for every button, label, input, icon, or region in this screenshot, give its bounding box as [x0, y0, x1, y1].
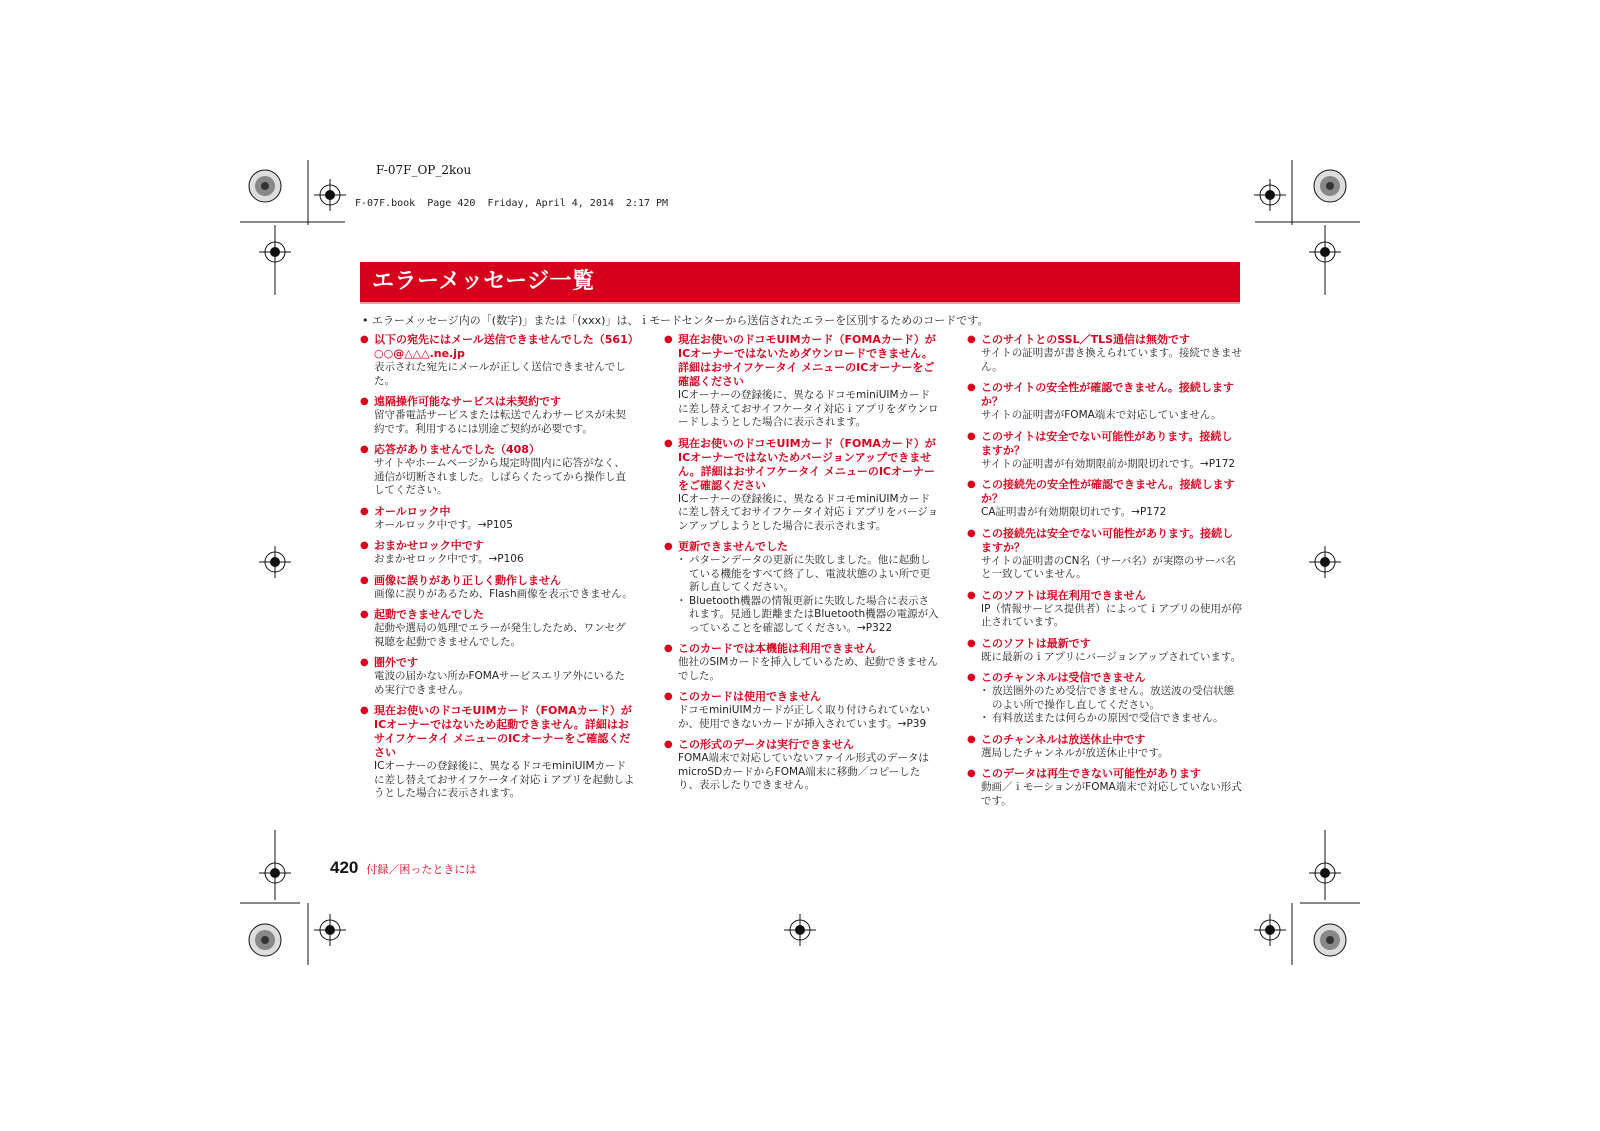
- error-message: 現在お使いのドコモUIMカード（FOMAカード）がICオーナーではないため起動できません。詳細はおサイフケータイ メニューのICオーナーをご確認ください: [374, 704, 632, 759]
- file-slug: F-07F_OP_2kou: [376, 163, 472, 177]
- error-entry: [664, 540, 939, 635]
- bullet-dot-icon: ●: [360, 396, 369, 407]
- error-heading: [360, 333, 635, 361]
- error-message: このサイトとのSSL／TLS通信は無効です: [981, 333, 1191, 346]
- error-description: サイトの証明書が有効期限前か期限切れです。→P172: [981, 457, 1236, 470]
- error-description: おまかせロック中です。→P106: [374, 553, 524, 565]
- error-message: このサイトの安全性が確認できません。接続しますか？: [981, 381, 1234, 408]
- error-heading: [967, 430, 1242, 458]
- error-description: CA証明書が有効期限切れです。→P172: [981, 506, 1167, 518]
- error-heading: [967, 637, 1242, 651]
- description-bullet: ・ パターンデータの更新に失敗しました。他に起動している機能をすべて終了し、電波状態のよい所で更新し直してください。: [678, 554, 939, 595]
- error-description: 動画／ｉモーションがFOMA端末で対応していない形式です。: [981, 781, 1242, 807]
- error-heading: [967, 767, 1242, 781]
- error-message: このチャンネルは放送休止中です: [981, 732, 1146, 746]
- error-heading: [967, 671, 1242, 685]
- error-message: 圏外です: [374, 656, 418, 669]
- error-entry: [664, 690, 939, 731]
- error-description: 画像に誤りがあるため、Flash画像を表示できません。: [374, 587, 633, 600]
- error-heading: [967, 333, 1242, 347]
- error-heading: [360, 704, 635, 760]
- error-message: 現在お使いのドコモUIMカード（FOMAカード）がICオーナーではないためバージョンアップできません。詳細はおサイフケータイ メニューのICオーナーをご確認ください: [678, 436, 936, 492]
- error-message: 起動できませんでした: [374, 608, 484, 621]
- error-description: サイトの証明書のCN名（サーバ名）が実際のサーバ名と一致していません。: [981, 554, 1236, 580]
- error-description: 起動や選局の処理でエラーが発生したため、ワンセグ視聴を起動できませんでした。: [374, 622, 626, 648]
- error-message: このソフトは現在利用できません: [981, 588, 1146, 602]
- bullet-dot-icon: ●: [360, 609, 369, 620]
- description-bullet: ・ Bluetooth機器の情報更新に失敗した場合に表示されます。見通し距離またはBluetooth機器の電源が入っていることを確認してください。→P322: [678, 595, 939, 636]
- bullet-dot-icon: ●: [664, 334, 673, 345]
- bullet-dot-icon: ●: [967, 479, 976, 490]
- error-message: おまかせロック中です: [374, 539, 484, 552]
- error-description: ICオーナーの登録後に、異なるドコモminiUIMカードに差し替えておサイフケータイ対応ｉアプリをバージョンアップしようとした場合に表示されます。: [678, 492, 939, 532]
- bullet-dot-icon: ●: [967, 382, 976, 393]
- description-bullet: ・ 放送圏外のため受信できません。放送波の受信状態のよい所で操作し直してください。: [981, 685, 1242, 712]
- error-heading: [664, 333, 939, 389]
- error-heading: [360, 395, 635, 409]
- error-description: 電波の届かない所かFOMAサービスエリア外にいるため実行できません。: [374, 670, 626, 696]
- book-info-line: F-07F.book Page 420 Friday, April 4, 2014 2:17 PM: [355, 198, 669, 209]
- bullet-dot-icon: ●: [967, 527, 976, 539]
- error-description: ICオーナーの登録後に、異なるドコモminiUIMカードに差し替えておサイフケータイ対応ｉアプリを起動しようとした場合に表示されます。: [374, 760, 635, 799]
- bullet-dot-icon: ●: [664, 691, 673, 702]
- error-description: 表示された宛先にメールが正しく送信できませんでした。: [374, 361, 626, 387]
- error-description: 他社のSIMカードを挿入しているため、起動できませんでした。: [678, 656, 938, 682]
- error-message: この接続先の安全性が確認できません。接続しますか？: [981, 478, 1235, 505]
- bullet-dot-icon: ●: [664, 643, 673, 654]
- intro-note: • エラーメッセージ内の「(数字)」または「(xxx)」は、ｉモードセンターから送信されたエラーを区別するためのコードです。: [362, 314, 989, 327]
- error-entry: [360, 443, 635, 498]
- error-entry: [360, 539, 635, 567]
- error-entry: [664, 738, 939, 793]
- column-1: [360, 333, 635, 808]
- error-message: 更新できませんでした: [678, 540, 788, 553]
- column-3: [967, 333, 1242, 815]
- error-description: オールロック中です。→P105: [374, 518, 513, 531]
- error-description: サイトの証明書がFOMA端末で対応していません。: [981, 409, 1222, 421]
- page-footer: [330, 858, 476, 878]
- page-number: 420: [330, 858, 359, 877]
- bullet-dot-icon: ●: [967, 589, 976, 601]
- error-entry: [967, 589, 1242, 630]
- bullet-dot-icon: ●: [664, 739, 673, 750]
- error-heading: [664, 690, 939, 704]
- bullet-dot-icon: ●: [967, 334, 976, 345]
- page-title: エラーメッセージ一覧: [372, 269, 595, 294]
- error-entry: [967, 333, 1242, 374]
- error-entry: [967, 733, 1242, 761]
- error-description: サイトの証明書が書き換えられています。接続できません。: [981, 347, 1242, 373]
- error-entry: [360, 656, 635, 697]
- error-entry: [360, 505, 635, 533]
- error-entry: [360, 608, 635, 649]
- error-message: このチャンネルは受信できません: [981, 671, 1146, 684]
- error-heading: [360, 574, 635, 588]
- error-message: 現在お使いのドコモUIMカード（FOMAカード）がICオーナーではないためダウンロードできません。詳細はおサイフケータイ メニューのICオーナーをご確認ください: [678, 333, 936, 388]
- bullet-dot-icon: ●: [360, 505, 369, 517]
- title-banner: [360, 262, 1240, 304]
- error-description: サイトやホームページから規定時間内に応答がなく、通信が切断されました。しばらくたってから操作し直してください。: [374, 457, 626, 496]
- error-message: この接続先は安全でない可能性があります。接続しますか？: [981, 526, 1234, 554]
- error-heading: [664, 437, 939, 493]
- error-message: このデータは再生できない可能性があります: [981, 767, 1201, 780]
- error-description: [967, 685, 1242, 726]
- error-description: 留守番電話サービスまたは転送でんわサービスが未契約です。利用するには別途ご契約が必要です。: [374, 409, 626, 435]
- description-bullet: ・ 有料放送または何らかの原因で受信できません。: [981, 712, 1242, 726]
- bullet-dot-icon: ●: [664, 541, 673, 552]
- error-heading: [664, 642, 939, 656]
- bullet-dot-icon: ●: [360, 540, 369, 551]
- error-entry: [967, 637, 1242, 665]
- error-entry: [967, 527, 1242, 582]
- error-entry: [967, 381, 1242, 423]
- error-heading: [967, 589, 1242, 603]
- error-heading: [360, 656, 635, 670]
- error-message: 応答がありませんでした（408）: [374, 443, 540, 456]
- error-entry: [967, 478, 1242, 520]
- error-heading: [967, 478, 1242, 506]
- error-heading: [967, 381, 1242, 409]
- error-description: 既に最新のｉアプリにバージョンアップされています。: [981, 650, 1242, 663]
- error-entry: [967, 767, 1242, 808]
- error-heading: [360, 443, 635, 457]
- error-heading: [360, 505, 635, 519]
- bullet-dot-icon: ●: [360, 657, 369, 668]
- error-entry: [664, 437, 939, 534]
- error-message: このソフトは最新です: [981, 636, 1091, 650]
- error-entry: [664, 333, 939, 430]
- bullet-dot-icon: ●: [967, 637, 976, 649]
- bullet-dot-icon: ●: [360, 705, 369, 716]
- bullet-dot-icon: ●: [664, 437, 673, 449]
- error-heading: [360, 539, 635, 553]
- bullet-dot-icon: ●: [360, 334, 369, 345]
- error-heading: [664, 540, 939, 554]
- error-entry: [360, 704, 635, 801]
- error-entry: [360, 574, 635, 602]
- error-description: [664, 554, 939, 635]
- error-entry: [360, 333, 635, 388]
- error-message: このサイトは安全でない可能性があります。接続しますか？: [981, 429, 1233, 457]
- bullet-dot-icon: ●: [967, 672, 976, 683]
- error-message: 遠隔操作可能なサービスは未契約です: [374, 395, 561, 408]
- error-description: ドコモminiUIMカードが正しく取り付けられていないか、使用できないカードが挿入されています。→P39: [678, 704, 931, 730]
- error-heading: [967, 733, 1242, 747]
- error-entry: [360, 395, 635, 436]
- bullet-dot-icon: ●: [360, 574, 369, 586]
- bullet-dot-icon: ●: [967, 733, 976, 745]
- column-2: [664, 333, 939, 800]
- error-description: IP（情報サービス提供者）によってｉアプリの使用が停止されています。: [981, 602, 1243, 628]
- error-description: FOMA端末で対応していないファイル形式のデータはmicroSDカードからFOMA端末に移動／コピーしたり、表示したりできません。: [678, 752, 929, 791]
- error-message: この形式のデータは実行できません: [678, 738, 854, 751]
- error-message: 以下の宛先にはメール送信できませんでした（561）○○@△△△.ne.jp: [374, 333, 634, 360]
- error-message: 画像に誤りがあり正しく動作しません: [374, 573, 561, 587]
- error-description: ICオーナーの登録後に、異なるドコモminiUIMカードに差し替えておサイフケータイ対応ｉアプリをダウンロードしようとした場合に表示されます。: [678, 389, 939, 428]
- error-heading: [664, 738, 939, 752]
- error-message: オールロック中: [374, 504, 451, 518]
- error-entry: [664, 642, 939, 683]
- error-message: このカードは使用できません: [678, 690, 821, 703]
- error-message: このカードでは本機能は利用できません: [678, 642, 876, 655]
- bullet-dot-icon: ●: [967, 430, 976, 442]
- error-description: 選局したチャンネルが放送休止中です。: [981, 746, 1169, 759]
- error-heading: [360, 608, 635, 622]
- section-name: 付録／困ったときには: [366, 863, 477, 876]
- bullet-dot-icon: ●: [360, 444, 369, 455]
- bullet-dot-icon: ●: [967, 768, 976, 779]
- error-heading: [967, 527, 1242, 555]
- error-entry: [967, 671, 1242, 726]
- error-entry: [967, 430, 1242, 472]
